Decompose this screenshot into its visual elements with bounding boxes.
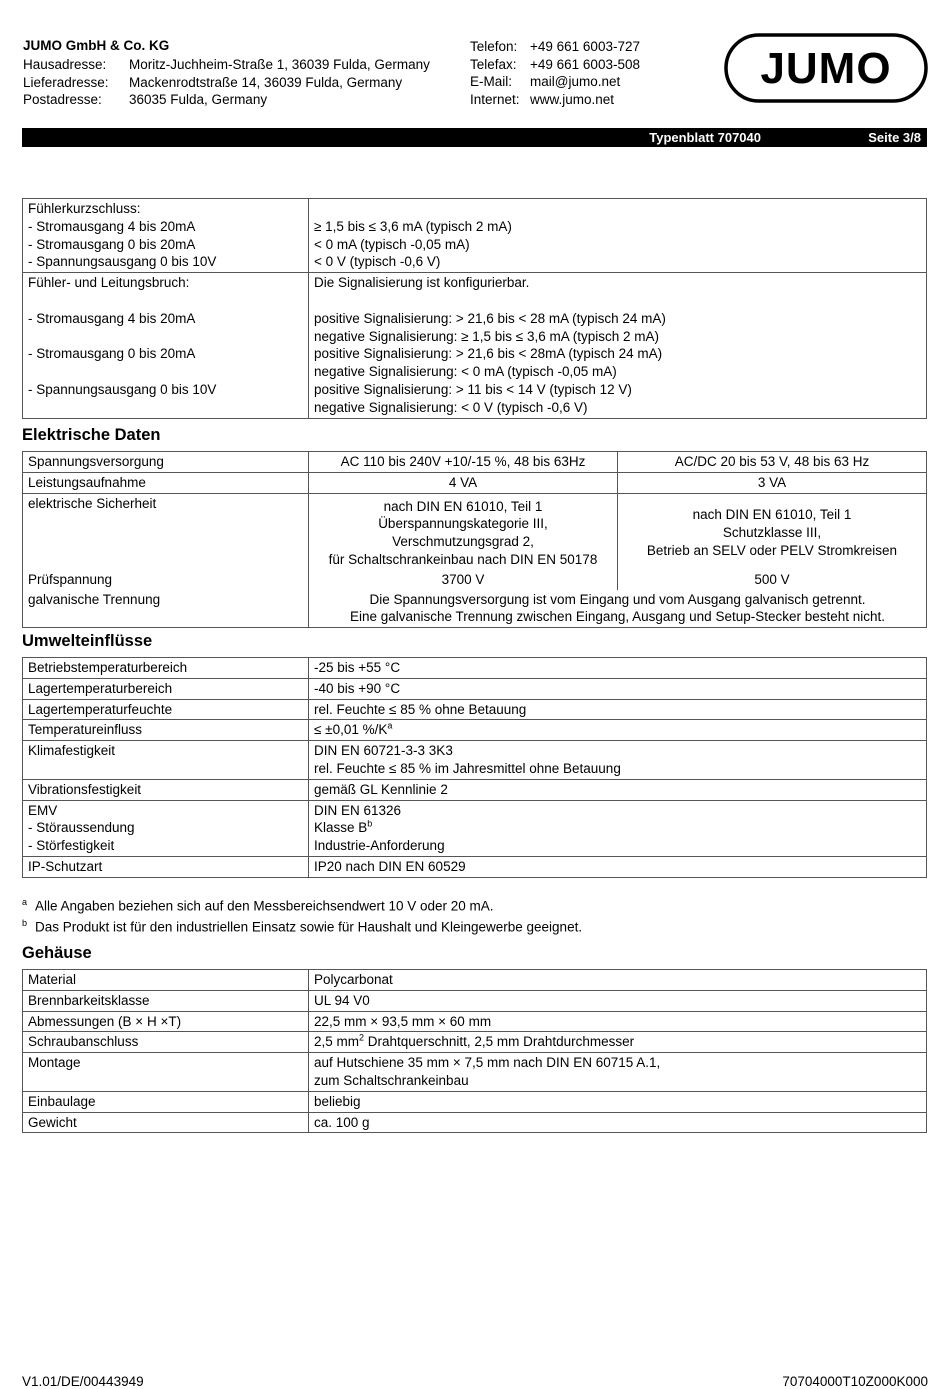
row-label: Schraubanschluss (23, 1032, 309, 1053)
row-label: Abmessungen (B × H ×T) (23, 1011, 309, 1032)
row-value: 22,5 mm × 93,5 mm × 60 mm (309, 1011, 927, 1032)
company-name: JUMO GmbH & Co. KG (23, 38, 170, 53)
row-label: Prüfspannung (23, 570, 309, 590)
row-value-dc: nach DIN EN 61010, Teil 1 Schutzklasse III, Betrieb an SELV oder PELV Stromkreisen (618, 493, 927, 570)
table-row (23, 856, 927, 877)
row-label: Brennbarkeitsklasse (23, 990, 309, 1011)
table-row (23, 779, 927, 800)
svg-text:JUMO: JUMO (760, 44, 892, 93)
row-label: Lagertemperaturfeuchte (23, 699, 309, 720)
row-value-ac: 3700 V (309, 570, 618, 590)
footer-document-code: 70704000T10Z000K000 (782, 1374, 928, 1389)
row-value: UL 94 V0 (309, 990, 927, 1011)
table-row (23, 452, 927, 473)
contact-label: Internet: (470, 91, 520, 107)
row-label: Temperatureinfluss (23, 720, 309, 741)
row-value: ca. 100 g (309, 1112, 927, 1133)
contact-value[interactable]: mail@jumo.net (530, 74, 621, 89)
page-number: Seite 3/8 (868, 130, 921, 145)
row-label: Gewicht (23, 1112, 309, 1133)
address-label: Lieferadresse: (23, 74, 109, 90)
section-title-elektrische-daten: Elektrische Daten (22, 426, 161, 444)
contact-value: +49 661 6003-727 (530, 39, 640, 54)
table-row (23, 1112, 927, 1133)
sensor-signal-table (22, 198, 927, 419)
footnote-ref: b (367, 818, 373, 829)
row-value: Die Spannungsversorgung ist vom Eingang und vom Ausgang galvanisch getrennt. Eine galvanische Trennung zwischen Eingang, Ausgang und Setup-Stecker besteht nicht. (309, 590, 927, 628)
row-label: Klimafestigkeit (23, 741, 309, 780)
table-row (23, 678, 927, 699)
row-value: ≥ 1,5 bis ≤ 3,6 mA (typisch 2 mA) < 0 mA (typisch -0,05 mA) < 0 V (typisch -0,6 V) (309, 199, 927, 273)
table-row (23, 1091, 927, 1112)
address-value: 36035 Fulda, Germany (129, 92, 268, 107)
table-row (23, 1053, 927, 1092)
row-label: Leistungsaufnahme (23, 472, 309, 493)
row-label: Spannungsversorgung (23, 452, 309, 473)
table-row (23, 590, 927, 628)
row-value: ≤ ±0,01 $\%/K^a$ (309, 720, 927, 741)
section-title-gehaeuse: Gehäuse (22, 944, 92, 962)
section-title-umwelteinfluesse: Umwelteinflüsse (22, 632, 153, 650)
address-label: Hausadresse: (23, 57, 107, 72)
table-row (23, 199, 927, 273)
row-label: Material (23, 970, 309, 991)
table-row (23, 970, 927, 991)
row-value-dc: 3 VA (618, 472, 927, 493)
contact-label: E-Mail: (470, 74, 513, 89)
row-value: -40 bis +90 °C (309, 678, 927, 699)
row-value-ac: AC 110 bis 240V +10/-15 %, 48 bis 63Hz (309, 452, 618, 473)
electrical-data-table (22, 451, 927, 628)
table-row (23, 720, 927, 741)
row-label: Lagertemperaturbereich (23, 678, 309, 699)
footnote: $^b$ Das Produkt ist für den industriellen Einsatz sowie für Haushalt und Kleingewerbe geeignet. (22, 918, 583, 935)
row-value: 2,5 $mm^2$ Drahtquerschnitt, 2,5 mm Drahtdurchmesser (309, 1032, 927, 1053)
footnote: $^a$ Alle Angaben beziehen sich auf den Messbereichsendwert 10 V oder 20 mA. (22, 897, 494, 914)
address-value: Mackenrodtstraße 14, 36039 Fulda, Germany (129, 74, 403, 90)
table-row (23, 273, 927, 418)
row-value: DIN EN 61326 Klasse $B^b$ Industrie-Anforderung (309, 800, 927, 856)
environment-table (22, 657, 927, 878)
document-number: Typenblatt 707040 (649, 130, 761, 145)
row-value: gemäß GL Kennlinie 2 (309, 779, 927, 800)
row-value-ac: nach DIN EN 61010, Teil 1 Überspannungskategorie III, Verschmutzungsgrad 2, für Schaltschrankeinbau nach DIN EN 50178 (309, 493, 618, 570)
row-value: Die Signalisierung ist konfigurierbar. positive Signalisierung: > 21,6 bis < 28 mA (typisch 24 mA) negative Signalisierung: ≥ 1,5 bis ≤ 3,6 mA (typisch 2 mA) positive Signalisierung: > 21,6 bis < 28mA (typisch 24 mA) negative Signalisierung: < 0 mA (typisch -0,05 mA) positive Signalisierung: > 11 bis < 14 V (typisch 12 V) negative Signalisierung: < 0 V (typisch -0,6 V) (309, 273, 927, 418)
table-row (23, 472, 927, 493)
housing-table (22, 969, 927, 1133)
address-value: Moritz-Juchheim-Straße 1, 36039 Fulda, Germany (129, 57, 430, 72)
table-row (23, 658, 927, 679)
table-row (23, 699, 927, 720)
row-value: auf Hutschiene 35 mm × 7,5 mm nach DIN EN 60715 A.1, zum Schaltschrankeinbau (309, 1053, 927, 1092)
row-label: Fühler- und Leitungsbruch: - Stromausgang 4 bis 20mA - Stromausgang 0 bis 20mA - Spannungsausgang 0 bis 10V (23, 273, 309, 418)
footnotes (22, 894, 582, 936)
row-label: Einbaulage (23, 1091, 309, 1112)
contact-label: Telefax: (470, 56, 517, 72)
row-value: -25 bis +55 °C (309, 658, 927, 679)
table-row (23, 1032, 927, 1053)
contact-label: Telefon: (470, 39, 518, 54)
row-label: Betriebstemperaturbereich (23, 658, 309, 679)
row-label: Fühlerkurzschluss: - Stromausgang 4 bis 20mA - Stromausgang 0 bis 20mA - Spannungsausgang 0 bis 10V (23, 199, 309, 273)
address-block (23, 56, 430, 109)
jumo-logo (724, 33, 928, 103)
row-value: rel. Feuchte ≤ 85 % ohne Betauung (309, 699, 927, 720)
row-label: EMV - Störaussendung - Störfestigkeit (23, 800, 309, 856)
address-label: Postadresse: (23, 92, 102, 107)
row-label: Montage (23, 1053, 309, 1092)
table-row (23, 741, 927, 780)
contact-value[interactable]: www.jumo.net (530, 91, 615, 107)
contact-block (470, 38, 640, 108)
table-row (23, 570, 927, 590)
row-value-ac: 4 VA (309, 472, 618, 493)
row-value: IP20 nach DIN EN 60529 (309, 856, 927, 877)
table-row (23, 800, 927, 856)
row-value: beliebig (309, 1091, 927, 1112)
row-label: elektrische Sicherheit (23, 493, 309, 570)
table-row (23, 990, 927, 1011)
row-value-dc: AC/DC 20 bis 53 V, 48 bis 63 Hz (618, 452, 927, 473)
row-label: IP-Schutzart (23, 856, 309, 877)
row-value-dc: 500 V (618, 570, 927, 590)
footnote-ref: a (387, 720, 393, 731)
table-row (23, 1011, 927, 1032)
row-label: galvanische Trennung (23, 590, 309, 628)
table-row (23, 493, 927, 570)
document-header-bar (22, 128, 927, 147)
footer-version: V1.01/DE/00443949 (22, 1374, 144, 1389)
row-value: DIN EN 60721-3-3 3K3 rel. Feuchte ≤ 85 % im Jahresmittel ohne Betauung (309, 741, 927, 780)
contact-value: +49 661 6003-508 (530, 56, 640, 72)
row-label: Vibrationsfestigkeit (23, 779, 309, 800)
row-value: Polycarbonat (309, 970, 927, 991)
